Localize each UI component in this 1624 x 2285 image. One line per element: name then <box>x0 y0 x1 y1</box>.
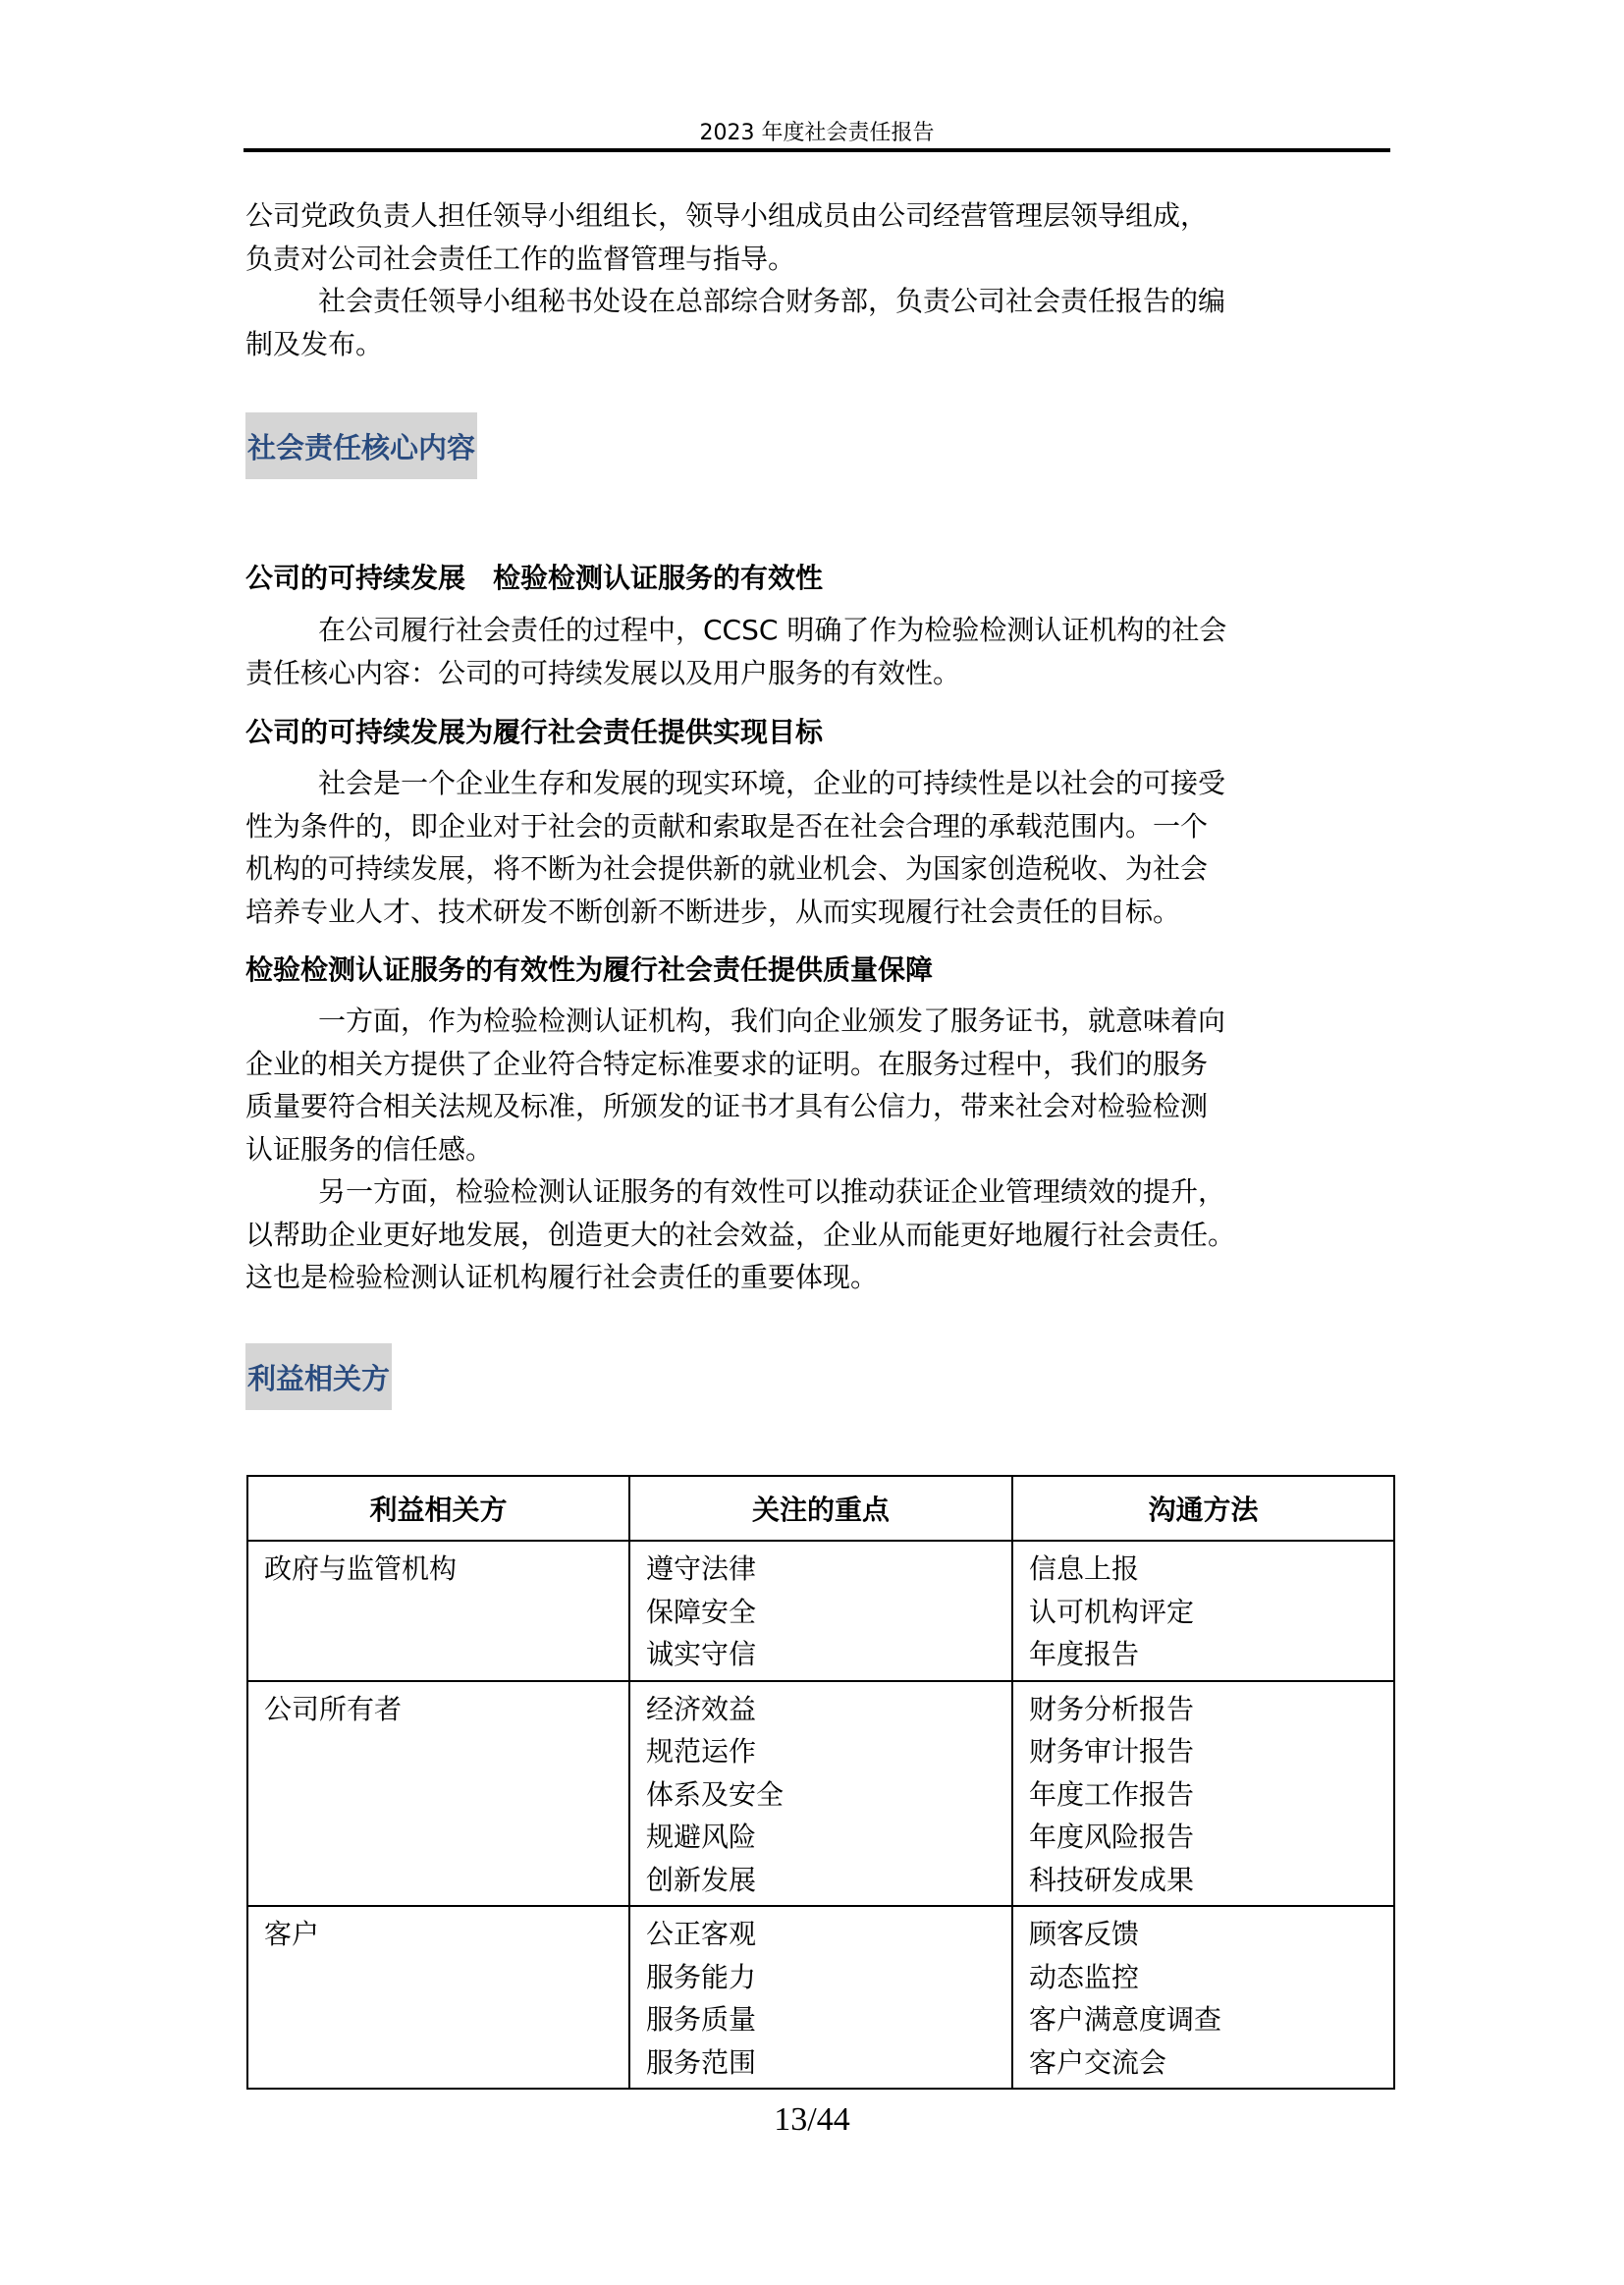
page-number: 13/44 <box>774 2101 850 2138</box>
focus-item: 服务能力 <box>646 1960 757 1993</box>
text-line: 责任核心内容：公司的可持续发展以及用户服务的有效性。 <box>245 656 961 689</box>
text-line: 公司党政负责人担任领导小组组长，领导小组成员由公司经营管理层领导组成， <box>245 199 1209 232</box>
section-heading-core-content: 社会责任核心内容 <box>245 412 477 479</box>
paragraph-sustainability <box>245 762 1392 933</box>
text-line: 企业的相关方提供了企业符合特定标准要求的证明。在服务过程中，我们的服务 <box>245 1047 1209 1080</box>
table-header-row <box>247 1476 1394 1541</box>
method-item: 动态监控 <box>1029 1960 1140 1993</box>
focus-item: 规避风险 <box>646 1821 757 1853</box>
text-line: 认证服务的信任感。 <box>245 1132 494 1166</box>
text-line: 机构的可持续发展，将不断为社会提供新的就业机会、为国家创造税收、为社会 <box>245 852 1209 885</box>
focus-cell <box>629 1681 1012 1907</box>
paragraph-core-content <box>245 609 1392 694</box>
focus-item: 遵守法律 <box>646 1552 757 1585</box>
running-header: 2023 年度社会责任报告 <box>699 121 935 145</box>
methods-cell <box>1012 1681 1394 1907</box>
subheading-sustainability-goal: 公司的可持续发展为履行社会责任提供实现目标 <box>245 716 824 748</box>
focus-item: 公正客观 <box>646 1918 757 1950</box>
text-line: 制及发布。 <box>245 327 384 360</box>
text-line: 社会是一个企业生存和发展的现实环境，企业的可持续性是以社会的可接受 <box>318 767 1226 799</box>
text-line: 社会责任领导小组秘书处设在总部综合财务部，负责公司社会责任报告的编 <box>318 285 1226 317</box>
focus-cell <box>629 1906 1012 2089</box>
paragraph-certification-1 <box>245 1000 1392 1170</box>
focus-item: 经济效益 <box>646 1692 757 1725</box>
focus-item: 服务范围 <box>646 2045 757 2079</box>
focus-item: 创新发展 <box>646 1863 757 1896</box>
text-line: 负责对公司社会责任工作的监督管理与指导。 <box>245 242 796 275</box>
column-header-methods: 沟通方法 <box>1012 1476 1394 1541</box>
method-item: 客户满意度调查 <box>1029 2003 1222 2036</box>
method-item: 认可机构评定 <box>1029 1595 1195 1628</box>
stakeholder-cell <box>247 1541 629 1681</box>
focus-item: 规范运作 <box>646 1735 757 1768</box>
method-item: 客户交流会 <box>1029 2045 1167 2079</box>
paragraph-certification-2 <box>245 1170 1392 1299</box>
text-line: 以帮助企业更好地发展，创造更大的社会效益，企业从而能更好地履行社会责任。 <box>245 1218 1236 1251</box>
text-line: 这也是检验检测认证机构履行社会责任的重要体现。 <box>245 1261 879 1293</box>
focus-item: 体系及安全 <box>646 1777 785 1811</box>
stakeholder-cell <box>247 1906 629 2089</box>
table-row <box>247 1681 1394 1907</box>
table-row <box>247 1541 1394 1681</box>
stakeholder-name: 政府与监管机构 <box>264 1552 458 1585</box>
method-item: 财务分析报告 <box>1029 1692 1195 1725</box>
focus-item: 服务质量 <box>646 2003 757 2036</box>
table-row <box>247 1906 1394 2089</box>
column-header-focus: 关注的重点 <box>629 1476 1012 1541</box>
method-item: 财务审计报告 <box>1029 1735 1195 1768</box>
text-line: 一方面，作为检验检测认证机构，我们向企业颁发了服务证书，就意味着向 <box>318 1005 1226 1037</box>
text-line: 性为条件的，即企业对于社会的贡献和索取是否在社会合理的承载范围内。一个 <box>245 809 1209 843</box>
method-item: 年度风险报告 <box>1029 1821 1195 1853</box>
subheading-sustainability-effectiveness: 公司的可持续发展 检验检测认证服务的有效性 <box>245 562 824 594</box>
intro-paragraph-1 <box>245 194 1392 280</box>
subheading-quality-assurance: 检验检测认证服务的有效性为履行社会责任提供质量保障 <box>245 953 934 986</box>
method-item: 顾客反馈 <box>1029 1918 1140 1950</box>
stakeholder-cell <box>247 1681 629 1907</box>
focus-item: 诚实守信 <box>646 1638 757 1670</box>
stakeholder-table <box>246 1475 1395 2090</box>
stakeholder-name: 公司所有者 <box>264 1692 403 1725</box>
section-heading-stakeholders: 利益相关方 <box>245 1343 392 1410</box>
text-line: 另一方面，检验检测认证服务的有效性可以推动获证企业管理绩效的提升， <box>318 1175 1226 1208</box>
method-item: 科技研发成果 <box>1029 1863 1195 1896</box>
method-item: 信息上报 <box>1029 1552 1140 1585</box>
focus-cell <box>629 1541 1012 1681</box>
focus-item: 保障安全 <box>646 1595 757 1628</box>
methods-cell <box>1012 1906 1394 2089</box>
text-line: 在公司履行社会责任的过程中，CCSC 明确了作为检验检测认证机构的社会 <box>318 614 1227 646</box>
method-item: 年度工作报告 <box>1029 1777 1195 1811</box>
methods-cell <box>1012 1541 1394 1681</box>
intro-paragraph-2 <box>245 280 1392 365</box>
text-line: 质量要符合相关法规及标准，所颁发的证书才具有公信力，带来社会对检验检测 <box>245 1090 1209 1122</box>
text-line: 培养专业人才、技术研发不断创新不断进步，从而实现履行社会责任的目标。 <box>245 895 1181 928</box>
stakeholder-name: 客户 <box>264 1918 320 1950</box>
method-item: 年度报告 <box>1029 1638 1140 1670</box>
column-header-stakeholder: 利益相关方 <box>247 1476 629 1541</box>
header-rule <box>244 148 1390 152</box>
